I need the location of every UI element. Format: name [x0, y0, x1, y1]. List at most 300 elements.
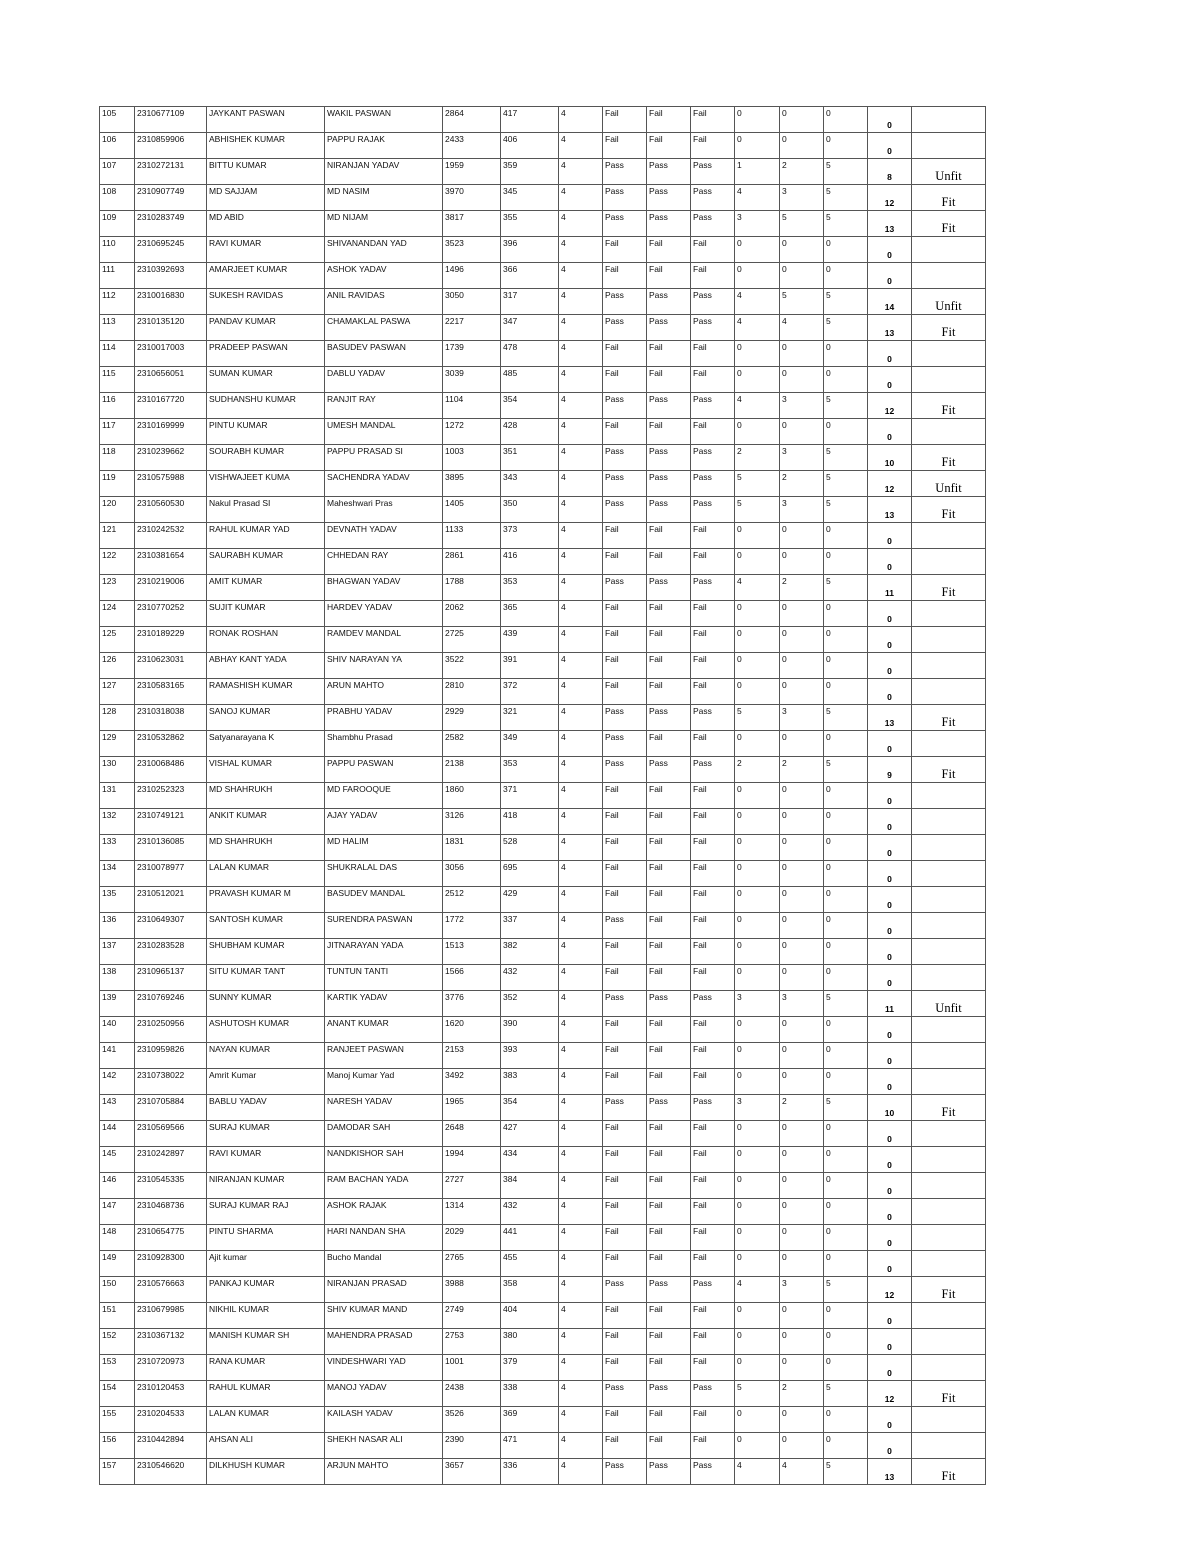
father-name-cell: MD NIJAM [325, 211, 443, 237]
serial-no-cell: 153 [100, 1355, 135, 1381]
total-score-cell: 12 [868, 185, 912, 211]
score-c-cell: 5 [824, 991, 868, 1017]
score-c-cell: 0 [824, 1121, 868, 1147]
roll-no-cell: 2310068486 [135, 757, 207, 783]
serial-no-cell: 120 [100, 497, 135, 523]
total-score-cell: 13 [868, 1459, 912, 1485]
test-b-cell: Fail [647, 627, 691, 653]
col-code-cell: 3817 [443, 211, 501, 237]
col-four-cell: 4 [559, 289, 603, 315]
roll-no-cell: 2310318038 [135, 705, 207, 731]
col-four-cell: 4 [559, 1069, 603, 1095]
col-code-cell: 3039 [443, 367, 501, 393]
result-cell [912, 1251, 986, 1277]
col-four-cell: 4 [559, 1017, 603, 1043]
serial-no-cell: 122 [100, 549, 135, 575]
serial-no-cell: 133 [100, 835, 135, 861]
col-code-cell: 2765 [443, 1251, 501, 1277]
score-b-cell: 0 [780, 549, 824, 575]
table-row [100, 1043, 986, 1069]
roll-no-cell: 2310283528 [135, 939, 207, 965]
test-b-cell: Fail [647, 861, 691, 887]
table-row [100, 1355, 986, 1381]
col-four-cell: 4 [559, 1147, 603, 1173]
father-name-cell: CHHEDAN RAY [325, 549, 443, 575]
score-b-cell: 0 [780, 965, 824, 991]
candidate-name-cell: RAHUL KUMAR [207, 1381, 325, 1407]
serial-no-cell: 112 [100, 289, 135, 315]
father-name-cell: RAM BACHAN YADA [325, 1173, 443, 1199]
father-name-cell: Manoj Kumar Yad [325, 1069, 443, 1095]
col-code-cell: 3056 [443, 861, 501, 887]
col-four-cell: 4 [559, 1251, 603, 1277]
score-a-cell: 0 [735, 549, 780, 575]
score-b-cell: 0 [780, 1069, 824, 1095]
test-b-cell: Fail [647, 913, 691, 939]
roll-no-cell: 2310769246 [135, 991, 207, 1017]
result-cell: Fit [912, 497, 986, 523]
candidate-name-cell: NIRANJAN KUMAR [207, 1173, 325, 1199]
result-cell [912, 237, 986, 263]
candidate-name-cell: SUMAN KUMAR [207, 367, 325, 393]
total-score-cell: 11 [868, 575, 912, 601]
col-four-cell: 4 [559, 523, 603, 549]
table-row [100, 1199, 986, 1225]
table-row [100, 1017, 986, 1043]
father-name-cell: NANDKISHOR SAH [325, 1147, 443, 1173]
table-row [100, 523, 986, 549]
father-name-cell: HARI NANDAN SHA [325, 1225, 443, 1251]
col-code-cell: 1001 [443, 1355, 501, 1381]
roll-no-cell: 2310679985 [135, 1303, 207, 1329]
total-score-cell: 0 [868, 263, 912, 289]
score-b-cell: 3 [780, 393, 824, 419]
total-score-cell: 14 [868, 289, 912, 315]
score-a-cell: 2 [735, 445, 780, 471]
father-name-cell: NIRANJAN PRASAD [325, 1277, 443, 1303]
col-marks-cell: 396 [501, 237, 559, 263]
score-b-cell: 2 [780, 1381, 824, 1407]
col-code-cell: 2582 [443, 731, 501, 757]
result-cell [912, 523, 986, 549]
total-score-cell: 0 [868, 731, 912, 757]
score-a-cell: 4 [735, 1277, 780, 1303]
test-b-cell: Fail [647, 1069, 691, 1095]
test-a-cell: Fail [603, 1199, 647, 1225]
total-score-cell: 0 [868, 887, 912, 913]
table-row [100, 393, 986, 419]
col-marks-cell: 384 [501, 1173, 559, 1199]
test-b-cell: Pass [647, 315, 691, 341]
score-b-cell: 0 [780, 783, 824, 809]
table-row [100, 107, 986, 133]
score-a-cell: 5 [735, 497, 780, 523]
test-b-cell: Fail [647, 419, 691, 445]
col-marks-cell: 365 [501, 601, 559, 627]
roll-no-cell: 2310907749 [135, 185, 207, 211]
father-name-cell: PAPPU PRASAD SI [325, 445, 443, 471]
score-b-cell: 0 [780, 523, 824, 549]
roll-no-cell: 2310017003 [135, 341, 207, 367]
test-a-cell: Fail [603, 1355, 647, 1381]
score-a-cell: 0 [735, 1433, 780, 1459]
test-b-cell: Fail [647, 1433, 691, 1459]
test-c-cell: Pass [691, 159, 735, 185]
serial-no-cell: 123 [100, 575, 135, 601]
col-code-cell: 2433 [443, 133, 501, 159]
col-code-cell: 1104 [443, 393, 501, 419]
col-four-cell: 4 [559, 445, 603, 471]
father-name-cell: HARDEV YADAV [325, 601, 443, 627]
father-name-cell: MD FAROOQUE [325, 783, 443, 809]
test-b-cell: Fail [647, 809, 691, 835]
score-a-cell: 4 [735, 575, 780, 601]
test-a-cell: Pass [603, 705, 647, 731]
col-marks-cell: 439 [501, 627, 559, 653]
test-b-cell: Fail [647, 523, 691, 549]
test-b-cell: Fail [647, 1407, 691, 1433]
col-code-cell: 2029 [443, 1225, 501, 1251]
total-score-cell: 0 [868, 627, 912, 653]
col-four-cell: 4 [559, 1355, 603, 1381]
candidate-name-cell: SUNNY KUMAR [207, 991, 325, 1017]
score-b-cell: 0 [780, 1147, 824, 1173]
score-c-cell: 5 [824, 185, 868, 211]
test-c-cell: Fail [691, 1407, 735, 1433]
roll-no-cell: 2310120453 [135, 1381, 207, 1407]
table-row [100, 1251, 986, 1277]
score-c-cell: 0 [824, 1173, 868, 1199]
table-row [100, 341, 986, 367]
father-name-cell: ANANT KUMAR [325, 1017, 443, 1043]
father-name-cell: AJAY YADAV [325, 809, 443, 835]
father-name-cell: SHIV NARAYAN YA [325, 653, 443, 679]
serial-no-cell: 145 [100, 1147, 135, 1173]
col-code-cell: 1513 [443, 939, 501, 965]
test-b-cell: Fail [647, 1043, 691, 1069]
col-code-cell: 2725 [443, 627, 501, 653]
candidate-name-cell: AHSAN ALI [207, 1433, 325, 1459]
father-name-cell: JITNARAYAN YADA [325, 939, 443, 965]
test-a-cell: Fail [603, 1251, 647, 1277]
candidate-name-cell: Ajit kumar [207, 1251, 325, 1277]
candidate-name-cell: RAHUL KUMAR YAD [207, 523, 325, 549]
score-c-cell: 0 [824, 1069, 868, 1095]
col-marks-cell: 321 [501, 705, 559, 731]
score-a-cell: 0 [735, 1303, 780, 1329]
test-a-cell: Fail [603, 523, 647, 549]
score-b-cell: 3 [780, 705, 824, 731]
score-b-cell: 5 [780, 289, 824, 315]
col-four-cell: 4 [559, 731, 603, 757]
col-four-cell: 4 [559, 1277, 603, 1303]
candidate-name-cell: SUKESH RAVIDAS [207, 289, 325, 315]
test-c-cell: Fail [691, 1225, 735, 1251]
father-name-cell: BASUDEV MANDAL [325, 887, 443, 913]
test-c-cell: Fail [691, 341, 735, 367]
test-c-cell: Fail [691, 913, 735, 939]
result-cell [912, 1173, 986, 1199]
test-c-cell: Fail [691, 627, 735, 653]
serial-no-cell: 113 [100, 315, 135, 341]
test-b-cell: Pass [647, 159, 691, 185]
candidate-name-cell: SUDHANSHU KUMAR [207, 393, 325, 419]
total-score-cell: 0 [868, 1251, 912, 1277]
father-name-cell: PAPPU RAJAK [325, 133, 443, 159]
score-b-cell: 0 [780, 1303, 824, 1329]
score-c-cell: 0 [824, 679, 868, 705]
test-b-cell: Pass [647, 1459, 691, 1485]
col-marks-cell: 383 [501, 1069, 559, 1095]
roll-no-cell: 2310167720 [135, 393, 207, 419]
total-score-cell: 0 [868, 523, 912, 549]
col-marks-cell: 352 [501, 991, 559, 1017]
test-c-cell: Fail [691, 1147, 735, 1173]
test-a-cell: Fail [603, 679, 647, 705]
result-cell: Fit [912, 575, 986, 601]
score-c-cell: 0 [824, 549, 868, 575]
col-marks-cell: 353 [501, 575, 559, 601]
table-row [100, 1459, 986, 1485]
serial-no-cell: 134 [100, 861, 135, 887]
roll-no-cell: 2310654775 [135, 1225, 207, 1251]
test-a-cell: Fail [603, 1173, 647, 1199]
serial-no-cell: 115 [100, 367, 135, 393]
total-score-cell: 12 [868, 1277, 912, 1303]
score-c-cell: 0 [824, 1147, 868, 1173]
score-a-cell: 0 [735, 133, 780, 159]
test-b-cell: Fail [647, 341, 691, 367]
score-a-cell: 0 [735, 1199, 780, 1225]
col-code-cell: 1994 [443, 1147, 501, 1173]
total-score-cell: 0 [868, 341, 912, 367]
result-cell [912, 731, 986, 757]
test-b-cell: Fail [647, 133, 691, 159]
score-c-cell: 5 [824, 757, 868, 783]
result-cell: Fit [912, 211, 986, 237]
score-b-cell: 0 [780, 939, 824, 965]
score-a-cell: 0 [735, 783, 780, 809]
score-a-cell: 0 [735, 887, 780, 913]
roll-no-cell: 2310545335 [135, 1173, 207, 1199]
test-c-cell: Fail [691, 1043, 735, 1069]
father-name-cell: NIRANJAN YADAV [325, 159, 443, 185]
score-b-cell: 0 [780, 1199, 824, 1225]
col-four-cell: 4 [559, 1173, 603, 1199]
col-marks-cell: 391 [501, 653, 559, 679]
result-cell [912, 1433, 986, 1459]
col-marks-cell: 373 [501, 523, 559, 549]
table-row [100, 1095, 986, 1121]
roll-no-cell: 2310135120 [135, 315, 207, 341]
candidate-name-cell: RAMASHISH KUMAR [207, 679, 325, 705]
test-a-cell: Pass [603, 211, 647, 237]
test-c-cell: Pass [691, 1277, 735, 1303]
serial-no-cell: 144 [100, 1121, 135, 1147]
serial-no-cell: 148 [100, 1225, 135, 1251]
score-b-cell: 0 [780, 913, 824, 939]
roll-no-cell: 2310242532 [135, 523, 207, 549]
score-a-cell: 0 [735, 653, 780, 679]
test-b-cell: Fail [647, 237, 691, 263]
roll-no-cell: 2310738022 [135, 1069, 207, 1095]
col-code-cell: 1959 [443, 159, 501, 185]
result-cell [912, 133, 986, 159]
test-c-cell: Fail [691, 861, 735, 887]
col-code-cell: 3523 [443, 237, 501, 263]
col-four-cell: 4 [559, 1303, 603, 1329]
result-cell: Unfit [912, 159, 986, 185]
score-a-cell: 0 [735, 1069, 780, 1095]
test-b-cell: Pass [647, 497, 691, 523]
score-c-cell: 0 [824, 809, 868, 835]
score-c-cell: 0 [824, 965, 868, 991]
test-c-cell: Fail [691, 1251, 735, 1277]
test-b-cell: Fail [647, 549, 691, 575]
total-score-cell: 0 [868, 913, 912, 939]
col-code-cell: 3126 [443, 809, 501, 835]
score-c-cell: 5 [824, 1459, 868, 1485]
total-score-cell: 0 [868, 1069, 912, 1095]
serial-no-cell: 147 [100, 1199, 135, 1225]
result-cell: Fit [912, 1381, 986, 1407]
table-row [100, 367, 986, 393]
roll-no-cell: 2310928300 [135, 1251, 207, 1277]
father-name-cell: RAMDEV MANDAL [325, 627, 443, 653]
total-score-cell: 0 [868, 653, 912, 679]
candidate-name-cell: PRAVASH KUMAR M [207, 887, 325, 913]
roll-no-cell: 2310250956 [135, 1017, 207, 1043]
father-name-cell: KARTIK YADAV [325, 991, 443, 1017]
score-c-cell: 0 [824, 1017, 868, 1043]
serial-no-cell: 118 [100, 445, 135, 471]
score-b-cell: 0 [780, 887, 824, 913]
score-c-cell: 0 [824, 1199, 868, 1225]
total-score-cell: 13 [868, 497, 912, 523]
roll-no-cell: 2310575988 [135, 471, 207, 497]
score-a-cell: 0 [735, 1355, 780, 1381]
table-row [100, 809, 986, 835]
candidate-name-cell: SUJIT KUMAR [207, 601, 325, 627]
score-b-cell: 0 [780, 367, 824, 393]
test-b-cell: Fail [647, 1329, 691, 1355]
score-c-cell: 5 [824, 497, 868, 523]
roll-no-cell: 2310204533 [135, 1407, 207, 1433]
test-c-cell: Fail [691, 1433, 735, 1459]
table-row [100, 679, 986, 705]
score-c-cell: 0 [824, 913, 868, 939]
result-cell: Fit [912, 315, 986, 341]
score-c-cell: 0 [824, 835, 868, 861]
score-c-cell: 5 [824, 1381, 868, 1407]
col-four-cell: 4 [559, 991, 603, 1017]
col-marks-cell: 416 [501, 549, 559, 575]
table-row [100, 991, 986, 1017]
test-b-cell: Fail [647, 679, 691, 705]
father-name-cell: Shambhu Prasad [325, 731, 443, 757]
score-b-cell: 0 [780, 237, 824, 263]
test-c-cell: Fail [691, 523, 735, 549]
serial-no-cell: 117 [100, 419, 135, 445]
col-four-cell: 4 [559, 1199, 603, 1225]
serial-no-cell: 141 [100, 1043, 135, 1069]
score-b-cell: 2 [780, 575, 824, 601]
col-marks-cell: 354 [501, 393, 559, 419]
roll-no-cell: 2310959826 [135, 1043, 207, 1069]
candidate-name-cell: Amrit Kumar [207, 1069, 325, 1095]
col-marks-cell: 337 [501, 913, 559, 939]
test-c-cell: Pass [691, 1381, 735, 1407]
result-cell [912, 1043, 986, 1069]
total-score-cell: 0 [868, 1303, 912, 1329]
test-a-cell: Fail [603, 1433, 647, 1459]
candidate-name-cell: SOURABH KUMAR [207, 445, 325, 471]
col-marks-cell: 432 [501, 1199, 559, 1225]
test-b-cell: Pass [647, 757, 691, 783]
score-c-cell: 5 [824, 705, 868, 731]
candidate-name-cell: SITU KUMAR TANT [207, 965, 325, 991]
col-code-cell: 3776 [443, 991, 501, 1017]
candidate-name-cell: RAVI KUMAR [207, 237, 325, 263]
col-four-cell: 4 [559, 575, 603, 601]
test-c-cell: Fail [691, 731, 735, 757]
table-row [100, 1381, 986, 1407]
test-a-cell: Pass [603, 315, 647, 341]
total-score-cell: 10 [868, 445, 912, 471]
test-a-cell: Pass [603, 757, 647, 783]
candidate-name-cell: MD SHAHRUKH [207, 783, 325, 809]
serial-no-cell: 157 [100, 1459, 135, 1485]
score-b-cell: 0 [780, 1121, 824, 1147]
father-name-cell: SHIV KUMAR MAND [325, 1303, 443, 1329]
score-c-cell: 5 [824, 575, 868, 601]
score-b-cell: 3 [780, 445, 824, 471]
result-cell [912, 809, 986, 835]
score-b-cell: 0 [780, 861, 824, 887]
candidate-name-cell: VISHWAJEET KUMA [207, 471, 325, 497]
serial-no-cell: 136 [100, 913, 135, 939]
score-c-cell: 0 [824, 1225, 868, 1251]
result-cell [912, 653, 986, 679]
total-score-cell: 0 [868, 1355, 912, 1381]
father-name-cell: PAPPU PASWAN [325, 757, 443, 783]
test-a-cell: Fail [603, 1069, 647, 1095]
total-score-cell: 0 [868, 1433, 912, 1459]
test-a-cell: Fail [603, 237, 647, 263]
col-code-cell: 2727 [443, 1173, 501, 1199]
score-b-cell: 0 [780, 1017, 824, 1043]
test-b-cell: Pass [647, 289, 691, 315]
col-four-cell: 4 [559, 1225, 603, 1251]
table-row [100, 445, 986, 471]
test-a-cell: Pass [603, 497, 647, 523]
serial-no-cell: 146 [100, 1173, 135, 1199]
total-score-cell: 8 [868, 159, 912, 185]
total-score-cell: 0 [868, 835, 912, 861]
result-cell: Unfit [912, 991, 986, 1017]
test-b-cell: Fail [647, 939, 691, 965]
col-code-cell: 1133 [443, 523, 501, 549]
test-b-cell: Fail [647, 783, 691, 809]
score-a-cell: 5 [735, 705, 780, 731]
test-c-cell: Pass [691, 393, 735, 419]
test-c-cell: Fail [691, 887, 735, 913]
result-cell: Unfit [912, 471, 986, 497]
candidate-name-cell: RONAK ROSHAN [207, 627, 325, 653]
test-c-cell: Fail [691, 133, 735, 159]
score-b-cell: 2 [780, 757, 824, 783]
score-c-cell: 0 [824, 1043, 868, 1069]
